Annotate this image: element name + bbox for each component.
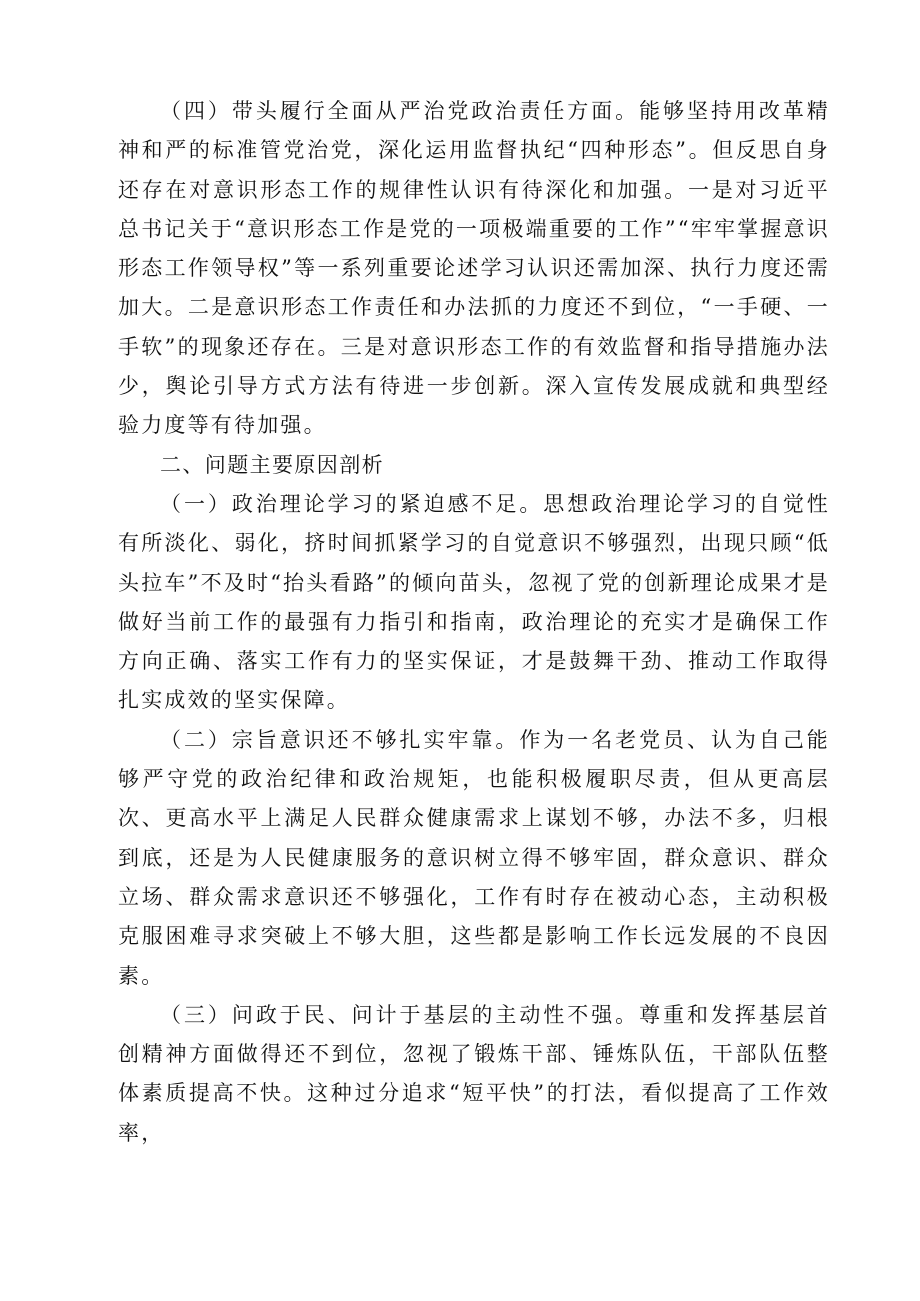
section-heading: 二、问题主要原因剖析 bbox=[160, 452, 384, 477]
paragraph-cause-theory-study: （一）政治理论学习的紧迫感不足。思想政治理论学习的自觉性有所淡化、弱化，挤时间抓紧学习的自觉意识不够强烈，出现只顾“低头拉车”不及时“抬头看路”的倾向苗头，忽视了党的创新理论成果才是做好当前工作的最强有力指引和指南，政治理论的充实才是确保工作方向正确、落实工作有力的坚实保证，才是鼓舞干劲、推动工作取得扎实成效的坚实保障。 bbox=[118, 491, 830, 713]
document-body bbox=[118, 92, 830, 1153]
paragraph-cause-grassroots: （三）问政于民、问计于基层的主动性不强。尊重和发挥基层首创精神方面做得还不到位，忽视了锻炼干部、锤炼队伍，干部队伍整体素质提高不快。这种过分追求“短平快”的打法，看似提高了工作效率， bbox=[118, 1002, 830, 1145]
paragraph-responsibility: （四）带头履行全面从严治党政治责任方面。能够坚持用改革精神和严的标准管党治党，深化运用监督执纪“四种形态”。但反思自身还存在对意识形态工作的规律性认识有待深化和加强。一是对习近平总书记关于“意识形态工作是党的一项极端重要的工作”“牢牢掌握意识形态工作领导权”等一系列重要论述学习认识还需加深、执行力度还需加大。二是意识形态工作责任和办法抓的力度还不到位，“一手硬、一手软”的现象还存在。三是对意识形态工作的有效监督和指导措施办法少，舆论引导方式方法有待进一步创新。深入宣传发展成就和典型经验力度等有待加强。 bbox=[118, 99, 830, 438]
paragraph-cause-purpose-awareness: （二）宗旨意识还不够扎实牢靠。作为一名老党员、认为自己能够严守党的政治纪律和政治规矩，也能积极履职尽责，但从更高层次、更高水平上满足人民群众健康需求上谋划不够，办法不多，归根到底，还是为人民健康服务的意识树立得不够牢固，群众意识、群众立场、群众需求意识还不够强化，工作有时存在被动心态，主动积极克服困难寻求突破上不够大胆，这些都是影响工作长远发展的不良因素。 bbox=[118, 727, 830, 988]
